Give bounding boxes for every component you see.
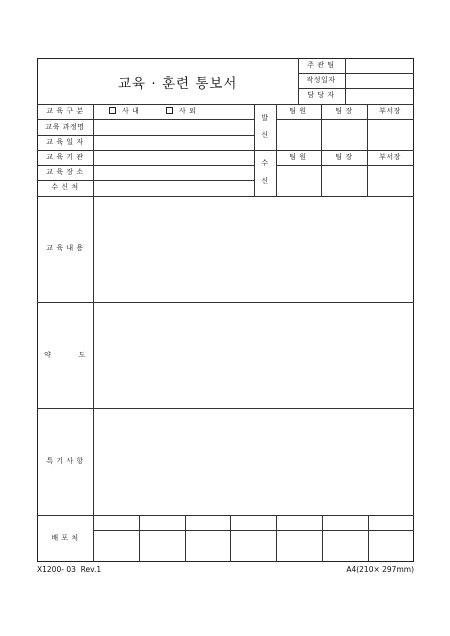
divider xyxy=(298,88,414,89)
divider xyxy=(367,104,368,196)
created-date-label: 작성일자 xyxy=(306,76,336,84)
divider xyxy=(276,119,414,120)
divider xyxy=(276,165,414,166)
divider xyxy=(276,104,277,196)
divider xyxy=(37,165,254,166)
internal-option-label: 사 내 xyxy=(122,107,140,115)
divider xyxy=(139,515,140,562)
form-title: 교육 · 훈련 통보서 xyxy=(118,76,238,92)
divider xyxy=(321,104,322,196)
divider xyxy=(276,515,277,562)
divider xyxy=(345,58,346,104)
divider xyxy=(93,196,94,562)
education-date-label: 교 육 일 자 xyxy=(46,138,84,146)
receiver-label-2: 신 xyxy=(261,177,269,185)
organizer-team-label: 주 관 팀 xyxy=(307,61,335,69)
location-label: 교 육 장 소 xyxy=(46,168,84,176)
external-checkbox[interactable] xyxy=(166,107,173,114)
form-number: X1200- 03 Rev.1 xyxy=(37,565,102,574)
divider xyxy=(230,515,231,562)
receiver-label-1: 수 xyxy=(261,159,269,167)
divider xyxy=(37,119,254,120)
internal-option[interactable] xyxy=(109,107,139,115)
divider xyxy=(185,515,186,562)
sender-team-lead-label: 팀 장 xyxy=(335,107,353,115)
sender-team-member-label: 팀 원 xyxy=(289,107,307,115)
paper-size: A4(210× 297mm) xyxy=(346,565,414,574)
divider xyxy=(37,180,254,181)
divider xyxy=(37,135,254,136)
divider xyxy=(93,530,414,531)
divider xyxy=(254,104,255,196)
map-label: 약 도 xyxy=(44,351,86,359)
sender-label-2: 신 xyxy=(261,131,269,139)
education-content-label: 교 육 내 용 xyxy=(46,244,84,252)
education-type-label: 교 육 구 분 xyxy=(46,107,84,115)
receiver-dept-head-label: 부서장 xyxy=(379,153,401,161)
remarks-label: 특 기 사 항 xyxy=(46,457,84,465)
institution-label: 교 육 기 관 xyxy=(46,153,84,161)
recipient-label: 수 신 처 xyxy=(51,183,79,191)
course-name-label: 교육 과정명 xyxy=(45,123,85,131)
sender-dept-head-label: 부서장 xyxy=(379,107,401,115)
sender-label-1: 발 xyxy=(261,114,269,122)
divider xyxy=(298,73,414,74)
divider xyxy=(298,58,299,104)
divider xyxy=(93,104,94,196)
divider xyxy=(322,515,323,562)
person-in-charge-label: 담 당 자 xyxy=(307,91,335,99)
receiver-team-member-label: 팀 원 xyxy=(289,153,307,161)
distribution-label: 배 포 처 xyxy=(51,534,79,542)
internal-checkbox[interactable] xyxy=(109,107,116,114)
divider xyxy=(368,515,369,562)
receiver-team-lead-label: 팀 장 xyxy=(335,153,353,161)
external-option[interactable] xyxy=(166,107,196,115)
external-option-label: 사 외 xyxy=(179,107,197,115)
